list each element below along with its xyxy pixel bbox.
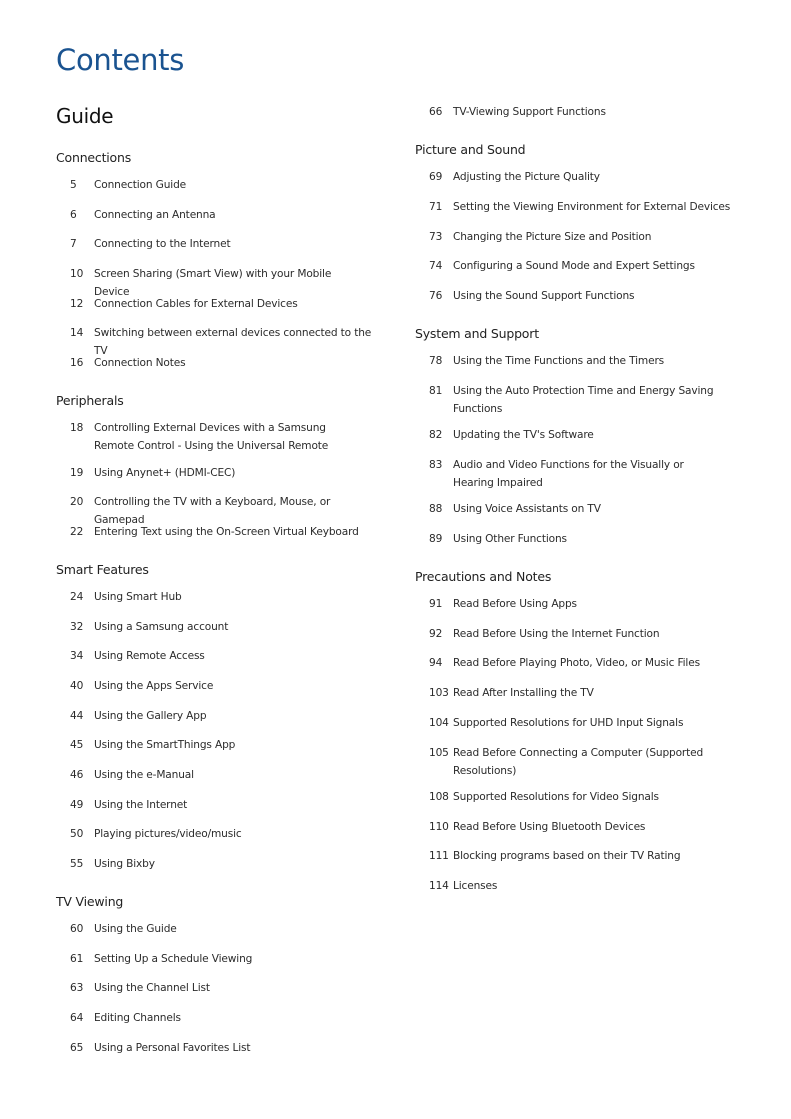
page-number: 65 [70,1042,84,1054]
toc-entry[interactable] [56,678,369,696]
entry-label[interactable]: Setting Up a Schedule Viewing [94,953,253,965]
entry-label[interactable]: Using the SmartThings App [94,739,236,751]
entry-label[interactable]: Using Remote Access [94,650,205,662]
page-number: 6 [70,209,77,221]
page-number: 18 [70,422,84,434]
page-number: 92 [429,628,443,640]
page-number: 69 [429,171,443,183]
entry-label[interactable]: Setting the Viewing Environment for External Devices [453,201,731,213]
toc-entry[interactable] [415,655,753,673]
entry-label[interactable]: Read Before Using Bluetooth Devices [453,821,646,833]
toc-entry[interactable] [415,626,728,644]
page-number: 19 [70,467,84,479]
page-number: 81 [429,385,443,397]
toc-entry[interactable] [415,199,753,217]
page-number: 7 [70,238,77,250]
section-precautions-and-notes: Precautions and Notes [415,569,552,584]
toc-entry[interactable] [415,745,715,780]
entry-label[interactable]: Playing pictures/video/music [94,828,242,840]
entry-label[interactable]: Using the Apps Service [94,680,214,692]
toc-entry[interactable] [56,856,369,874]
toc-entry[interactable] [56,648,369,666]
entry-label[interactable]: Using the e-Manual [94,769,194,781]
page-number: 64 [70,1012,84,1024]
toc-entry[interactable] [56,465,369,483]
page-title: Contents [56,43,185,77]
page-number: 14 [70,327,84,339]
entry-label[interactable]: Changing the Picture Size and Position [453,231,652,243]
toc-entry[interactable] [56,1010,369,1028]
page-number: 104 [429,717,449,729]
toc-entry[interactable] [56,296,369,314]
toc-entry[interactable] [415,457,715,492]
section-tv-viewing: TV Viewing [56,894,124,909]
page-number: 78 [429,355,443,367]
entry-label[interactable]: Using a Samsung account [94,621,229,633]
toc-entry[interactable] [415,104,728,122]
toc-entry[interactable] [56,524,369,542]
section-picture-and-sound: Picture and Sound [415,142,526,157]
entry-label[interactable]: Controlling External Devices with a Samsung Remote Control - Using the Universal Remote [94,422,329,452]
page-number: 61 [70,953,84,965]
entry-label[interactable]: Connection Notes [94,357,186,369]
entry-label[interactable]: Entering Text using the On-Screen Virtual Keyboard [94,526,359,538]
entry-label[interactable]: Controlling the TV with a Keyboard, Mouse, or Gamepad [94,496,331,526]
entry-label[interactable]: Blocking programs based on their TV Rating [453,850,681,862]
toc-entry[interactable] [56,737,369,755]
page-number: 50 [70,828,84,840]
entry-label[interactable]: Supported Resolutions for Video Signals [453,791,659,803]
page-number: 60 [70,923,84,935]
page-number: 10 [70,268,84,280]
toc-entry[interactable] [56,207,369,225]
section-connections: Connections [56,150,132,165]
page-number: 12 [70,298,84,310]
page-number: 103 [429,687,449,699]
toc-entry[interactable] [415,258,728,276]
entry-label[interactable]: Using the Auto Protection Time and Energy Saving Functions [453,385,714,415]
page-number: 105 [429,747,449,759]
entry-label[interactable]: Using Anynet+ (HDMI-CEC) [94,467,236,479]
entry-label[interactable]: Using the Guide [94,923,177,935]
entry-label[interactable]: Using the Internet [94,799,188,811]
entry-label[interactable]: Supported Resolutions for UHD Input Signals [453,717,684,729]
toc-entry[interactable] [415,819,728,837]
entry-label[interactable]: Using the Gallery App [94,710,207,722]
toc-entry[interactable] [415,596,728,614]
entry-label[interactable]: Connection Guide [94,179,187,191]
entry-label[interactable]: Editing Channels [94,1012,181,1024]
page-number: 110 [429,821,449,833]
entry-label[interactable]: Connecting an Antenna [94,209,216,221]
page-number: 24 [70,591,84,603]
toc-entry[interactable] [56,921,369,939]
page-number: 46 [70,769,84,781]
page-number: 63 [70,982,84,994]
toc-entry[interactable] [56,420,356,455]
toc-entry[interactable] [56,236,369,254]
entry-label[interactable]: Using the Channel List [94,982,210,994]
entry-label[interactable]: Using the Sound Support Functions [453,290,635,302]
toc-entry[interactable] [415,169,728,187]
toc-entry[interactable] [56,980,369,998]
toc-entry[interactable] [56,355,369,373]
toc-entry[interactable] [415,685,728,703]
entry-label[interactable]: TV-Viewing Support Functions [453,106,606,118]
toc-entry[interactable] [56,826,369,844]
entry-label[interactable]: Adjusting the Picture Quality [453,171,600,183]
page-number: 5 [70,179,77,191]
page-number: 16 [70,357,84,369]
section-system-and-support: System and Support [415,326,539,341]
entry-label[interactable]: Using Bixby [94,858,155,870]
page-number: 32 [70,621,84,633]
toc-entry[interactable] [56,951,369,969]
entry-label[interactable]: Read Before Using the Internet Function [453,628,660,640]
page-number: 91 [429,598,443,610]
page-number: 20 [70,496,84,508]
page-number: 71 [429,201,443,213]
toc-entry[interactable] [415,288,728,306]
page-number: 114 [429,880,449,892]
toc-entry[interactable] [415,848,728,866]
toc-entry[interactable] [56,589,369,607]
toc-entry[interactable] [56,1040,369,1058]
page-number: 76 [429,290,443,302]
entry-label[interactable]: Connecting to the Internet [94,238,231,250]
toc-entry[interactable] [415,531,728,549]
entry-label[interactable]: Read Before Connecting a Computer (Supported Resolutions) [453,747,704,777]
toc-entry[interactable] [56,177,369,195]
toc-entry[interactable] [56,797,369,815]
page-number: 34 [70,650,84,662]
toc-entry[interactable] [56,708,369,726]
entry-label[interactable]: Read Before Using Apps [453,598,577,610]
guide-heading: Guide [56,104,114,128]
toc-entry[interactable] [56,619,369,637]
toc-entry[interactable] [415,501,728,519]
page-number: 66 [429,106,443,118]
entry-label[interactable]: Configuring a Sound Mode and Expert Settings [453,260,695,272]
toc-entry[interactable] [415,878,728,896]
page-number: 73 [429,231,443,243]
toc-entry[interactable] [415,427,728,445]
entry-label[interactable]: Using Voice Assistants on TV [453,503,601,515]
entry-label[interactable]: Licenses [453,880,498,892]
page-number: 45 [70,739,84,751]
toc-entry[interactable] [415,789,728,807]
toc-entry[interactable] [415,715,728,733]
page-number: 40 [70,680,84,692]
toc-entry[interactable] [415,383,715,418]
entry-label[interactable]: Read After Installing the TV [453,687,594,699]
toc-entry[interactable] [415,229,728,247]
section-peripherals: Peripherals [56,393,124,408]
entry-label[interactable]: Connection Cables for External Devices [94,298,298,310]
page-number: 108 [429,791,449,803]
page-number: 89 [429,533,443,545]
page-number: 44 [70,710,84,722]
entry-label[interactable]: Using Smart Hub [94,591,182,603]
section-smart-features: Smart Features [56,562,149,577]
page-number: 49 [70,799,84,811]
page-number: 22 [70,526,84,538]
page-number: 82 [429,429,443,441]
toc-entry[interactable] [56,767,369,785]
entry-label[interactable]: Updating the TV's Software [453,429,594,441]
toc-entry[interactable] [415,353,728,371]
entry-label[interactable]: Using the Time Functions and the Timers [453,355,665,367]
page-number: 94 [429,657,443,669]
page-number: 55 [70,858,84,870]
entry-label[interactable]: Audio and Video Functions for the Visually or Hearing Impaired [453,459,684,489]
page-number: 83 [429,459,443,471]
entry-label[interactable]: Using Other Functions [453,533,567,545]
entry-label[interactable]: Read Before Playing Photo, Video, or Music Files [453,657,700,669]
entry-label[interactable]: Switching between external devices connected to the TV [94,327,372,357]
entry-label[interactable]: Screen Sharing (Smart View) with your Mobile Device [94,268,332,298]
page-number: 111 [429,850,449,862]
entry-label[interactable]: Using a Personal Favorites List [94,1042,251,1054]
page-number: 88 [429,503,443,515]
page-number: 74 [429,260,443,272]
